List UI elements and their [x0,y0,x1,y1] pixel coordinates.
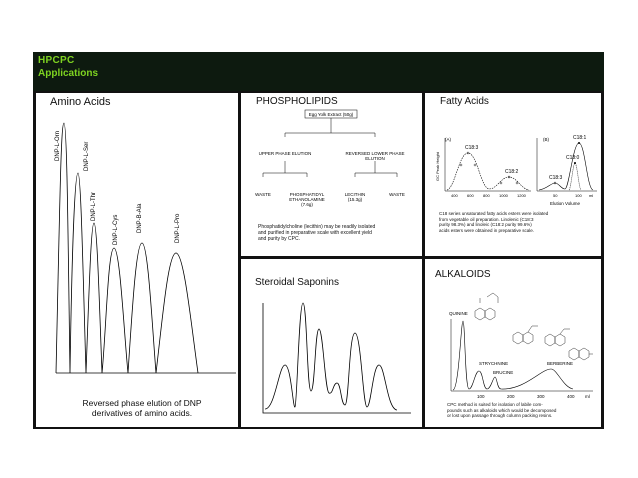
strychnine-structure-icon [513,326,538,344]
alkaloid-brucine: BRUCINE [493,370,514,375]
alkaloid-quinine: QUININE [449,311,468,316]
peak-label-cys: DNP-L-Cys [113,214,119,245]
fatty-caption [439,211,599,233]
scheme-lecithin-2: (15.3g) [347,197,363,202]
brucine-structure-icon [545,329,570,346]
alkaloid-tick-2: 200 [507,394,515,399]
alkaloid-tick-1: 100 [477,394,485,399]
alkaloids-caption-3: or lost upon passage through column packing resins. [447,413,553,418]
fatty-tick-a-3: 800 [483,193,490,198]
scheme-root: Egg Yolk Extract (50g) [308,112,354,117]
alkaloid-strychnine: STRYCHNINE [479,361,509,366]
fatty-ylabel: GC Peak Height [435,152,440,181]
scheme-lecithin-1: LECITHIN [344,192,366,197]
fatty-acids-panel [425,93,601,256]
fatty-peak-b3: C18:3 [549,175,563,181]
fatty-tick-a-4: 1000 [499,193,508,198]
amino-caption-2: derivatives of amino acids. [91,408,193,418]
fatty-tick-b-1: 50 [553,193,558,198]
fatty-tick-a-1: 400 [451,193,458,198]
fatty-tick-a-2: 600 [467,193,474,198]
fatty-tick-b-2: 100 [575,193,582,198]
alkaloids-panel [425,259,601,427]
slide-header [33,52,604,91]
fatty-title: Fatty Acids [440,96,489,107]
fatty-caption-4: acids esters were obtained in preparative scale. [439,227,535,233]
phospholipids-panel [241,93,422,256]
scheme-pc-2: ETHANOLAMINE [289,197,325,202]
alkaloid-berberine: BERBERINE [547,361,574,366]
quinine-structure-icon [475,293,498,320]
fatty-peak-a2: C18:2 [505,169,519,175]
fatty-peak-a1: C18:3 [465,145,479,151]
alkaloids-caption-1: CPC method is suited for isolation of labile com- [447,402,543,407]
peak-label-thr: DNP-L-Thr [91,191,97,221]
fatty-caption-2: from vegetable oil preparation. Linolenic (C18:3 [439,216,534,222]
fatty-unit: ml [589,193,594,198]
alkaloid-tick-3: 300 [537,394,545,399]
fatty-caption-1: C18 series unsaturated fatty acids esters were isolated [439,211,549,216]
peak-label-bala: DNP-B-Ala [137,203,143,233]
amino-acids-panel [36,93,238,427]
fatty-xlabel: Elution Volume [549,201,581,206]
scheme-pc-3: (7.6g) [301,202,313,207]
fatty-tick-a-5: 1200 [517,193,526,198]
header-title: HPCPC [38,55,75,66]
fatty-peak-b1: C18:1 [573,135,587,141]
amino-caption [62,398,222,418]
phospholipids-title: PHOSPHOLIPIDS [256,96,338,107]
alkaloid-unit: ml [585,394,590,399]
fatty-caption-3: purity 98.3%) and linoleic (C18:2 purity 99.6%) [439,222,532,227]
amino-caption-1: Reversed phase elution of DNP [82,398,202,408]
scheme-reversed-1: REVERSED LOWER PHASE [345,151,405,156]
fatty-label-a: (A) [445,137,451,142]
saponins-panel [241,259,422,427]
saponins-title: Steroidal Saponins [255,277,339,288]
phospholipid-caption-1: Phosphatidylcholine (lecithin) may be readily isolated [258,224,376,230]
scheme-pc-1: PHOSPHATIDYL [289,192,325,197]
scheme-reversed-2: ELUTION [365,156,385,161]
scheme-waste-2: WASTE [389,192,405,197]
fatty-label-b: (B) [543,137,549,142]
peak-label-orn: DNP-L-Orn [55,130,61,161]
scheme-upper: UPPER PHASE ELUTION [258,151,312,156]
saponins-chromatogram [241,259,422,427]
fatty-peak-b2: C18:0 [566,155,580,161]
amino-chromatogram [36,93,238,427]
peak-label-pro: DNP-L-Pro [175,213,181,243]
scheme-waste-1: WASTE [255,192,271,197]
header-subtitle: Applications [38,68,99,79]
alkaloid-tick-4: 400 [567,394,575,399]
alkaloids-title: ALKALOIDS [435,269,491,280]
alkaloids-caption [447,402,597,419]
phospholipid-caption [258,224,418,242]
panel-frame [33,91,604,429]
phospholipid-caption-3: and purity by CPC. [258,236,300,242]
alkaloids-caption-2: pounds such as alkaloids which would be decomposed [447,407,557,413]
amino-title: Amino Acids [50,96,111,108]
berberine-structure-icon [569,348,593,360]
peak-label-ser: DNP-L-Ser [84,141,90,171]
phospholipid-caption-2: and purified in preparative scale with excellent yield [258,230,372,236]
